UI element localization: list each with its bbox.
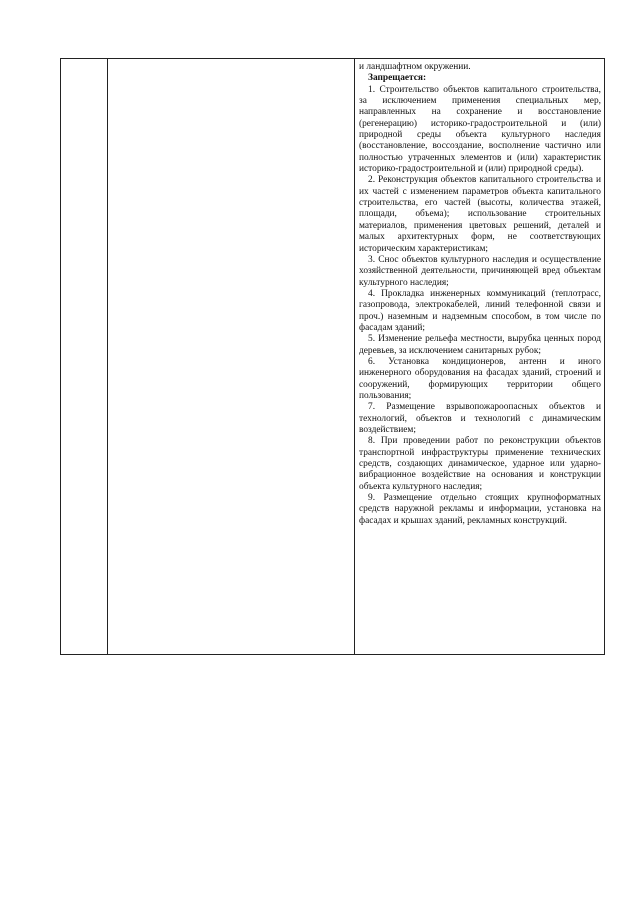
restriction-item-1: 1. Строительство объектов капитального строительства, за исключением применения специальных мер, направленных на сохранение и восстановление (регенерацию) историко-градостроительной и (или) природной среды объекта культурного наследия (восстановление, воссоздание, восполнение частично или полностью утраченных элементов и (или) характеристик историко-градостроительной и (или) природной среды). — [359, 84, 601, 175]
restriction-item-7: 7. Размещение взрывопожароопасных объектов и технологий, объектов и технологий с динамическим воздействием; — [359, 402, 601, 435]
restrictions-cell — [359, 62, 601, 527]
restriction-item-3: 3. Снос объектов культурного наследия и осуществление хозяйственной деятельности, причиняющей вред объектам культурного наследия; — [359, 254, 601, 288]
restriction-item-9: 9. Размещение отдельно стоящих крупноформатных средств наружной рекламы и информации, установка на фасадах и крышах зданий, рекламных конструкций. — [359, 493, 601, 526]
restriction-item-8: 8. При проведении работ по реконструкции объектов транспортной инфраструктуры применение технических средств, создающих динамическое, ударное или ударно-вибрационное воздействие на основания и конструкции объекта культурного наследия; — [359, 436, 601, 492]
regulations-table — [60, 58, 605, 655]
column-divider-2 — [354, 59, 355, 654]
prohibited-heading: Запрещается: — [368, 73, 427, 84]
intro-line: и ландшафтном окружении. — [359, 62, 471, 72]
restriction-item-4: 4. Прокладка инженерных коммуникаций (теплотрасс, газопровода, электрокабелей, линий телефонной связи и проч.) наземным и надземным способом, в том числе по фасадам зданий; — [359, 288, 601, 333]
restriction-item-5: 5. Изменение рельефа местности, вырубка ценных пород деревьев, за исключением санитарных рубок; — [359, 334, 601, 356]
restriction-item-2: 2. Реконструкция объектов капитального строительства и их частей с изменением параметров объекта капитального строительства, его частей (высоты, количества этажей, площади, объема); использование строительных материалов, применения цветовых решений, деталей и малых архитектурных форм, не соответствующих историческим характеристикам; — [359, 175, 601, 254]
column-divider-1 — [107, 59, 108, 654]
restriction-item-6: 6. Установка кондиционеров, антенн и иного инженерного оборудования на фасадах зданий, строений и сооружений, формирующих территории общего пользования; — [359, 356, 601, 401]
